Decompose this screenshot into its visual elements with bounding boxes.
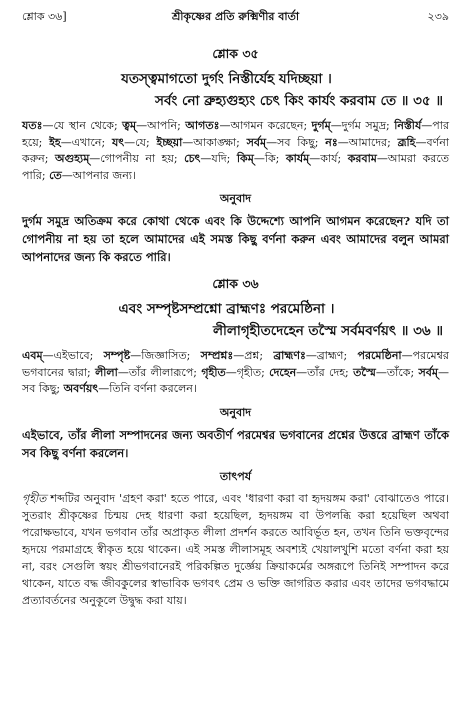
synonym-word: দুর্গম্ <box>311 119 331 132</box>
synonym-meaning: —কার্য; <box>309 152 348 165</box>
synonym-meaning: —আকাঙ্ক্ষা; <box>182 135 247 149</box>
synonym-word: অবর্ণয়ৎ <box>63 382 99 395</box>
synonym-word: ইহ <box>49 135 61 149</box>
header-verse-ref: শ্লোক ৩৬] <box>22 10 67 23</box>
synonym-word: নিস্তীর্য <box>394 119 422 132</box>
verse-36-sanskrit-line1: এবং সম্পৃষ্টসম্প্রশ্নো ব্রাহ্মণঃ পরমেষ্ঠিনা । <box>118 301 335 317</box>
verse-35-synonyms <box>22 118 449 184</box>
synonym-meaning: —আগমন করেছেন; <box>219 119 312 132</box>
synonym-word: পরমেষ্ঠিনা <box>357 349 402 362</box>
synonym-word: লীলা <box>95 365 118 379</box>
purport-term: গৃহীত <box>22 491 47 505</box>
verse-35-sanskrit-line1: যতস্ত্বমাগতো দুর্গং নিস্তীর্যেহ যদিচ্ছয়া । <box>121 71 332 87</box>
synonym-word: যতঃ <box>22 119 43 132</box>
verse-36-translation-label: অনুবাদ <box>219 405 252 419</box>
synonym-meaning: —প্রশ্ন; <box>233 349 274 362</box>
synonym-word: ত্বম্ <box>122 119 137 132</box>
synonym-word: সর্বম্ <box>418 365 439 379</box>
synonym-meaning: —বর্ণনা করুন; <box>22 135 449 165</box>
synonym-meaning: —কি; <box>253 152 286 165</box>
purport-body: শব্দটির অনুবাদ 'গ্রহণ করা' হতে পারে, এবং 'ধারণা করা বা হৃদয়ঙ্গম করা' বোঝাতেও পারে। সুতরাং শ্রীকৃষ্ণের চিন্ময় দেহ ধারণা করা হয়েছিল, হৃদয়ঙ্গম বা উপলব্ধি করা হয়েছিল অথবা পরোক্ষভাবে, যখন ভগবান তাঁর অপ্রাকৃত লীলা প্রদর্শন করতে আবির্ভূত হন, তখন তিনি ভক্তবৃন্দের হৃদয়ে পরমাগ্রহে স্বীকৃত হয়ে থাকেন। এই সমস্ত লীলাসমূহ অবশ্যই খেয়ালখুশি মতো বর্ণনা করা হয় না, বরং সেগুলি স্বয়ং শ্রীভগবানেরই পরিকল্পিত দুর্জ্ঞেয় ক্রিয়াকর্মের অঙ্গরূপে তিনিই সম্পাদন করে থাকেন, যাতে বদ্ধ জীবকুলের স্বাভাবিক ভগবৎ প্রেম ও ভক্তি জাগরিত করার এবং তাদের ভগবদ্ধামে প্রত্যাবর্তনের অনুকূলে উদ্বুদ্ধ করা যায়। <box>22 491 449 607</box>
synonym-meaning: —সব কিছু; <box>22 365 450 395</box>
verse-36-synonyms <box>22 348 449 398</box>
synonym-word: ইচ্ছয়া <box>156 135 183 149</box>
synonym-word: অগুহ্যম্ <box>54 152 90 165</box>
synonym-word: সর্বম্ <box>246 135 267 149</box>
synonym-meaning: —ব্রাহ্মণ; <box>305 349 358 362</box>
synonym-meaning: —পার হয়ে; <box>22 119 450 149</box>
synonym-meaning: —তিনি বর্ণনা করলেন। <box>98 382 197 395</box>
synonym-meaning: —যদি; <box>200 152 237 165</box>
synonym-word: গৃহীত <box>201 365 226 379</box>
synonym-meaning: —তাঁকে; <box>375 365 419 379</box>
synonym-meaning: —গোপনীয় না হয়; <box>89 152 185 165</box>
synonym-word: ব্রূহি <box>397 135 416 149</box>
synonym-word: করবাম <box>347 152 377 165</box>
synonym-meaning: —গৃহীত; <box>225 365 270 379</box>
synonym-word: চেৎ <box>184 152 201 165</box>
synonym-meaning: —যে স্থান থেকে; <box>42 119 123 132</box>
header-title: শ্রীকৃষ্ণের প্রতি রুক্মিণীর বার্তা <box>171 10 300 23</box>
synonym-meaning: —এখানে; <box>60 135 112 149</box>
page-number: ২৩৯ <box>427 10 449 23</box>
verse-36-translation: এইভাবে, তাঁর লীলা সম্পাদনের জন্য অবতীর্ণ পরমেশ্বর ভগবানের প্রশ্নের উত্তরে ব্রাহ্মণ তাঁকে সব কিছু বর্ণনা করলেন। <box>22 427 449 460</box>
synonym-meaning: —আমাদের; <box>337 135 398 149</box>
synonym-meaning: —সব কিছু; <box>266 135 326 149</box>
synonym-meaning: —দুর্গম সমুদ্র; <box>330 119 395 132</box>
purport-text <box>22 490 449 609</box>
synonym-word: তস্মৈ <box>353 365 376 379</box>
synonym-word: তে <box>49 168 62 182</box>
verse-35-heading: শ্লোক ৩৫ <box>212 46 259 61</box>
synonym-meaning: —তাঁর লীলারূপে; <box>117 365 202 379</box>
synonym-word: ব্রাহ্মণঃ <box>273 349 306 362</box>
synonym-meaning: —পরমেশ্বর ভগবানের দ্বারা; <box>22 349 449 379</box>
synonym-word: কার্যম্ <box>285 152 310 165</box>
synonym-meaning: —আমরা করতে পারি; <box>22 152 450 182</box>
synonym-meaning: —আপনার জন্য। <box>61 168 136 182</box>
synonym-word: সম্প্রশ্নঃ <box>200 349 234 362</box>
synonym-word: দেহেন <box>269 365 297 379</box>
synonym-meaning: —যে; <box>124 135 157 149</box>
synonym-meaning: —আপনি; <box>136 119 186 132</box>
purport-label: তাৎপর্য <box>219 469 252 483</box>
synonym-meaning: —এইভাবে; <box>42 349 104 362</box>
synonym-meaning: —তাঁর দেহ; <box>296 365 354 379</box>
verse-35-sanskrit-line2: সর্বং নো ব্রুহ্যগুহ্যং চেৎ কিং কার্যং করবাম তে ॥ ৩৫ ॥ <box>155 93 443 109</box>
synonym-word: এবম্ <box>22 349 43 362</box>
verse-35-translation: দুর্গম সমুদ্র অতিক্রম করে কোথা থেকে এবং কি উদ্দেশ্যে আপনি আগমন করেছেন? যদি তা গোপনীয় না হয় তা হলে আমাদের এই সমস্ত কিছু বর্ণনা করুন এবং আমাদের বলুন আমরা আপনাদের জন্য কি করতে পারি। <box>22 214 449 264</box>
synonym-meaning: —জিজ্ঞাসিত; <box>130 349 201 362</box>
page-header <box>22 8 449 28</box>
synonym-word: নঃ <box>325 135 338 149</box>
synonym-word: সম্পৃষ্ট <box>103 349 131 362</box>
verse-36-sanskrit-line2: লীলাগৃহীতদেহেন তস্মৈ সর্বমবর্ণয়ৎ ॥ ৩৬ ॥ <box>212 323 443 339</box>
synonym-word: আগতঃ <box>185 119 220 132</box>
synonym-word: কিম্ <box>236 152 254 165</box>
verse-36-heading: শ্লোক ৩৬ <box>212 276 259 291</box>
page-content <box>22 38 449 609</box>
synonym-word: যৎ <box>111 135 125 149</box>
verse-35-translation-label: অনুবাদ <box>219 192 252 205</box>
